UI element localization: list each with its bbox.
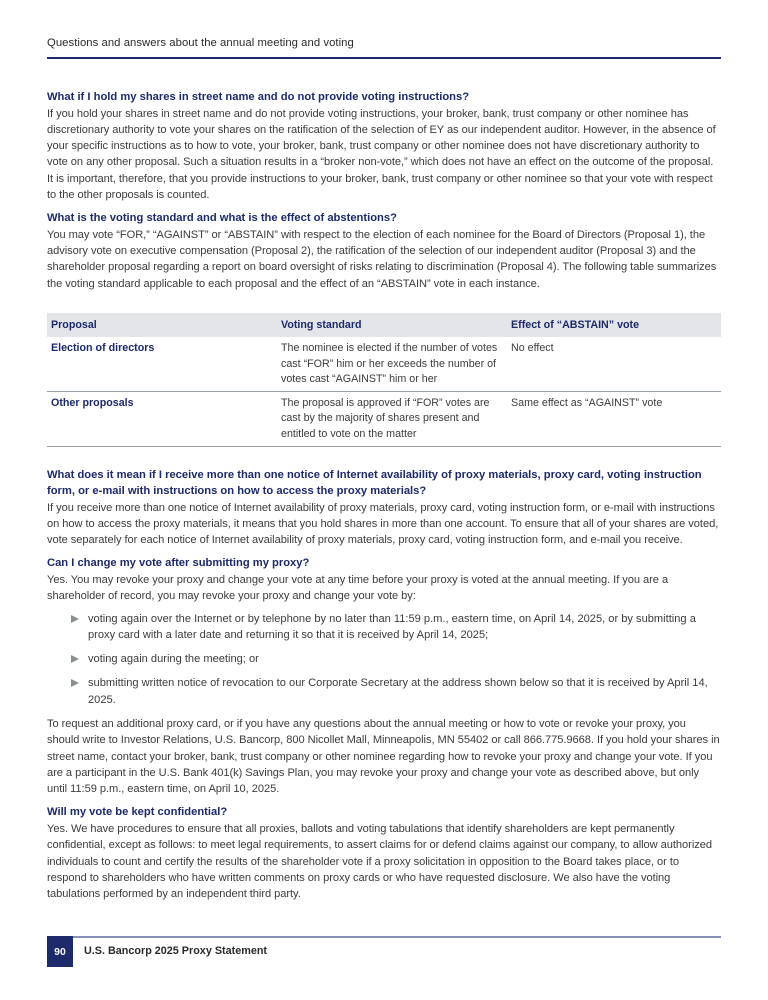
section-change-vote xyxy=(47,555,721,797)
cell-voting-standard: The proposal is approved if “FOR” votes are cast by the majority of shares present and entitled to vote on the matter xyxy=(277,391,507,446)
triangle-bullet-icon xyxy=(71,679,79,687)
cell-abstain-effect: No effect xyxy=(507,337,721,391)
page-footer xyxy=(47,936,721,968)
cell-voting-standard: The nominee is elected if the number of votes cast “FOR” him or her exceeds the number of votes cast “AGAINST” him or her xyxy=(277,337,507,391)
footer-title: U.S. Bancorp 2025 Proxy Statement xyxy=(84,945,268,957)
question-heading: What does it mean if I receive more than one notice of Internet availability of proxy materials, proxy card, voting instruction form, or e-mail with instructions on how to access the proxy materials? xyxy=(47,468,702,498)
main-content xyxy=(47,89,721,902)
table-header-row xyxy=(47,313,721,337)
answer-paragraph: Yes. You may revoke your proxy and change your vote at any time before your proxy is voted at the annual meeting. If you are a shareholder of record, you may revoke your proxy and change your vote by: xyxy=(47,573,669,603)
page-header-title: Questions and answers about the annual meeting and voting xyxy=(47,37,354,49)
header-divider xyxy=(47,57,721,59)
triangle-bullet-icon xyxy=(71,615,79,623)
list-item-text: voting again during the meeting; or xyxy=(88,653,259,666)
section-confidential xyxy=(47,804,721,902)
list-item-text: voting again over the Internet or by telephone by no later than 11:59 p.m., eastern time, on April 14, 2025, or by submitting a proxy card with a later date and returning it so that it is received by April 14, 2025; xyxy=(88,612,696,641)
table-row xyxy=(47,391,721,446)
cell-proposal: Other proposals xyxy=(47,391,277,446)
answer-paragraph: If you hold your shares in street name and do not provide voting instructions, your broker, bank, trust company or other nominee has discretionary authority to vote your shares on the ratification of the selection of EY as our independent auditor. However, in the absence of your specific instructions as to how to vote, your broker, bank, trust company or other nominee does not have discretionary authority to vote on any other proposal. Such a situation results in a “broker non-vote,” which does not have an effect on the outcome of the proposal. It is important, therefore, that you provide instructions to your broker, bank, trust company or other nominee so that your vote with respect to the other proposals is counted. xyxy=(47,107,716,201)
section-voting-standard xyxy=(47,210,721,446)
voting-standard-table xyxy=(47,313,721,447)
column-header-abstain-effect: Effect of “ABSTAIN” vote xyxy=(507,313,721,337)
question-heading: Will my vote be kept confidential? xyxy=(47,806,228,819)
answer-paragraph: Yes. We have procedures to ensure that all proxies, ballots and voting tabulations that identify shareholders are kept permanently confidential, except as follows: to meet legal requirements, to assert claims for or defend claims against our company, to allow authorized individuals to count and certify the results of the shareholder vote if a proxy solicitation in opposition to the Board takes place, or to respond to shareholders who have written comments on proxy cards or who have requested disclosure. We also have the voting tabulations performed by an independent third party. xyxy=(47,822,712,901)
table-row xyxy=(47,337,721,391)
answer-paragraph: You may vote “FOR,” “AGAINST” or “ABSTAIN” with respect to the election of each nominee for the Board of Directors (Proposal 1), the advisory vote on executive compensation (Proposal 2), the ratification of the selection of our independent auditor (Proposal 3) and the shareholder proposal regarding a report on board oversight of risks relating to discrimination (Proposal 4). The following table summarizes the voting standard applicable to each proposal and the effect of an “ABSTAIN” vote in each instance. xyxy=(47,228,717,290)
footer-divider xyxy=(47,936,721,938)
followup-paragraph: To request an additional proxy card, or if you have any questions about the annual meeting or how to vote or revoke your proxy, you should write to Investor Relations, U.S. Bancorp, 800 Nicollet Mall, Minneapolis, MN 55402 or call 866.775.9668. If you hold your shares in street name, contact your broker, bank, trust company or other nominee regarding how to revoke your proxy and change your vote. If you are a participant in the U.S. Bank 401(k) Savings Plan, you may revoke your proxy and change your vote as described above, but only until 11:59 p.m., eastern time, on April 10, 2025. xyxy=(47,718,720,796)
cell-abstain-effect: Same effect as “AGAINST” vote xyxy=(507,391,721,446)
list-item-text: submitting written notice of revocation to our Corporate Secretary at the address shown below so that it is received by April 14, 2025. xyxy=(88,677,708,706)
answer-paragraph: If you receive more than one notice of Internet availability of proxy materials, proxy card, voting instruction form, or e-mail with instructions on how to access the proxy materials, it means that you hold shares in more than one account. To ensure that all of your shares are voted, vote separately for each notice of Internet availability of proxy materials, proxy card, voting instruction form, and e-mail you receive. xyxy=(47,501,719,547)
page-number: 90 xyxy=(47,936,73,967)
cell-proposal: Election of directors xyxy=(47,337,277,391)
list-item xyxy=(71,675,721,708)
section-multiple-notices xyxy=(47,467,721,549)
section-street-name xyxy=(47,89,721,203)
question-heading: What if I hold my shares in street name and do not provide voting instructions? xyxy=(47,91,470,103)
triangle-bullet-icon xyxy=(71,655,79,663)
column-header-voting-standard: Voting standard xyxy=(277,313,507,337)
revocation-methods-list xyxy=(47,611,721,708)
list-item xyxy=(71,651,721,667)
list-item xyxy=(71,611,721,644)
question-heading: What is the voting standard and what is the effect of abstentions? xyxy=(47,212,397,225)
question-heading: Can I change my vote after submitting my proxy? xyxy=(47,557,310,570)
column-header-proposal: Proposal xyxy=(47,313,277,337)
page-header xyxy=(47,36,721,50)
